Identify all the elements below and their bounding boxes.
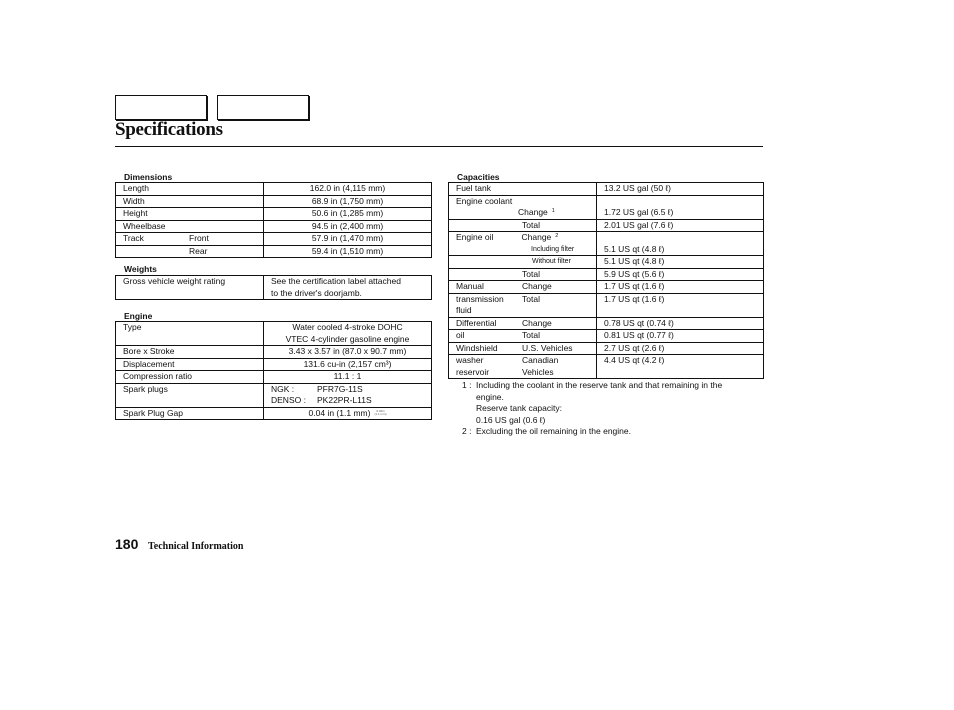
footnote-key: 1 :	[462, 380, 472, 390]
table-row	[116, 208, 432, 221]
footnote-line: Reserve tank capacity:	[476, 403, 562, 414]
table-row	[449, 219, 764, 232]
spec-value	[264, 276, 432, 300]
gvwr-line1: See the certification label attached	[271, 276, 401, 286]
diff-label-line1: Differential	[456, 317, 497, 328]
spec-value: 57.9 in (1,470 mm)	[264, 233, 432, 246]
table-row	[449, 195, 764, 219]
cap-label	[449, 317, 597, 330]
mt-change-label: Change	[522, 281, 552, 291]
engine-type-line2: VTEC 4-cylinder gasoline engine	[285, 333, 410, 344]
footnote-1	[462, 380, 722, 426]
oil-change-label	[522, 232, 559, 244]
spec-label: Width	[116, 195, 264, 208]
washer-ca-line1: Canadian	[522, 355, 559, 365]
cap-label	[449, 281, 597, 294]
cap-value: 13.2 US gal (50 ℓ)	[597, 183, 764, 196]
table-row	[116, 407, 432, 420]
track-label: Track	[123, 233, 144, 243]
spark-plug-brand: NGK :	[271, 383, 295, 394]
cap-value: 0.78 US qt (0.74 ℓ)	[597, 317, 764, 330]
cap-label: Total	[449, 268, 597, 281]
spec-value: 50.6 in (1,285 mm)	[264, 208, 432, 221]
spec-value: 11.1 : 1	[264, 371, 432, 384]
spec-label	[116, 245, 264, 258]
nav-button-previous[interactable]	[115, 95, 207, 120]
cap-value	[597, 232, 764, 256]
footnote-key: 2 :	[462, 426, 472, 437]
spec-label	[116, 233, 264, 246]
cap-value: 1.7 US qt (1.6 ℓ)	[597, 293, 764, 317]
footnote-text	[476, 380, 722, 426]
washer-label-line1: Windshield	[456, 342, 498, 353]
capacities-heading: Capacities	[457, 172, 500, 182]
gap-mark-line1: 0.04in	[376, 409, 385, 414]
oil-label: Engine oil	[456, 232, 494, 242]
table-row	[116, 371, 432, 384]
gap-mark	[374, 410, 386, 416]
spark-plug-model: PFR7G-11S	[317, 383, 363, 394]
footnote-line: Including the coolant in the reserve tank and that remaining in the	[476, 380, 723, 390]
spec-label: Wheelbase	[116, 220, 264, 233]
table-row	[449, 256, 764, 269]
cap-label: Total	[449, 219, 597, 232]
table-row	[116, 322, 432, 346]
track-rear-label: Rear	[189, 245, 208, 256]
washer-label-line3: reservoir	[456, 366, 490, 377]
table-row	[449, 342, 764, 355]
spark-plug-model: PK22PR-L11S	[317, 395, 372, 405]
table-row	[449, 293, 764, 317]
table-row	[449, 317, 764, 330]
section-name: Technical Information	[148, 541, 244, 552]
engine-type-line1: Water cooled 4-stroke DOHC	[292, 322, 403, 332]
washer-ca-line2: Vehicles	[522, 366, 554, 377]
cap-label	[449, 330, 597, 343]
spec-value: 68.9 in (1,750 mm)	[264, 195, 432, 208]
table-row	[116, 220, 432, 233]
weights-heading: Weights	[124, 264, 157, 274]
footnote-ref: 2	[555, 233, 559, 239]
spec-label: Length	[116, 183, 264, 196]
cap-label: Fuel tank	[449, 183, 597, 196]
spec-label: Displacement	[116, 358, 264, 371]
dimensions-heading: Dimensions	[124, 172, 173, 182]
engine-heading: Engine	[124, 311, 153, 321]
footnote-ref: 1	[551, 208, 555, 214]
spec-label: Spark Plug Gap	[116, 407, 264, 420]
table-row	[116, 276, 432, 300]
table-row	[449, 232, 764, 256]
table-row	[116, 233, 432, 246]
spec-label: Gross vehicle weight rating	[116, 276, 264, 300]
gap-mark-line2: (1.1 mm)	[374, 412, 387, 417]
spec-label: Type	[116, 322, 264, 346]
cap-label	[449, 232, 597, 256]
cap-value: 2.7 US qt (2.6 ℓ)	[597, 342, 764, 355]
weights-table	[115, 275, 432, 300]
cap-value: 1.7 US qt (1.6 ℓ)	[597, 281, 764, 294]
footnote-2	[462, 426, 722, 438]
washer-label-line2: washer	[456, 355, 484, 365]
cap-value: 5.1 US qt (4.8 ℓ)	[597, 256, 764, 269]
coolant-change-value: 1.72 US gal (6.5 ℓ)	[604, 207, 674, 217]
spec-value	[264, 383, 432, 407]
gap-value: 0.04 in (1.1 mm)	[308, 407, 371, 418]
table-row	[116, 195, 432, 208]
table-row	[116, 245, 432, 258]
table-row	[449, 330, 764, 343]
spec-label: Bore x Stroke	[116, 346, 264, 359]
cap-label	[449, 342, 597, 355]
oil-change-text: Change	[521, 232, 552, 242]
diff-total-label: Total	[522, 330, 540, 340]
cap-value: 4.4 US qt (4.2 ℓ)	[597, 355, 764, 379]
title-rule	[115, 146, 763, 147]
table-row	[449, 183, 764, 196]
spark-plug-ngk	[271, 384, 424, 396]
cap-value: 0.81 US qt (0.77 ℓ)	[597, 330, 764, 343]
table-row	[116, 346, 432, 359]
nav-button-next[interactable]	[217, 95, 309, 120]
dimensions-table	[115, 182, 432, 258]
cap-label	[449, 355, 597, 379]
mt-label-line3: fluid	[456, 305, 472, 315]
footnote-text: Excluding the oil remaining in the engine.	[476, 426, 631, 437]
diff-change-label: Change	[522, 317, 552, 328]
spec-label: Compression ratio	[116, 371, 264, 384]
coolant-change-label	[456, 207, 589, 219]
cap-value: 2.01 US gal (7.6 ℓ)	[597, 219, 764, 232]
cap-value: 5.9 US qt (5.6 ℓ)	[597, 268, 764, 281]
table-row	[449, 355, 764, 379]
table-row	[449, 281, 764, 294]
coolant-label: Engine coolant	[456, 195, 513, 206]
oil-with-filter-value: 5.1 US qt (4.8 ℓ)	[604, 243, 665, 254]
page-number: 180	[115, 536, 139, 552]
cap-label	[449, 293, 597, 317]
spec-value	[264, 322, 432, 346]
cap-label: Without filter	[449, 256, 597, 269]
capacities-table	[448, 182, 764, 379]
mt-label-line2: transmission	[456, 293, 504, 304]
washer-ca-label	[522, 355, 558, 378]
spark-plug-denso	[271, 395, 424, 407]
spec-value	[264, 407, 432, 420]
spec-label: Spark plugs	[116, 383, 264, 407]
engine-table	[115, 321, 432, 420]
spec-value: 3.43 x 3.57 in (87.0 x 90.7 mm)	[264, 346, 432, 359]
diff-label-line2: oil	[456, 330, 465, 340]
mt-total-label: Total	[522, 293, 540, 304]
oil-with-filter-label: Including filter	[531, 245, 575, 253]
table-row	[116, 358, 432, 371]
spec-label: Height	[116, 208, 264, 221]
mt-label-line1: Manual	[456, 281, 484, 291]
spec-value: 162.0 in (4,115 mm)	[264, 183, 432, 196]
gvwr-line2: to the driver's doorjamb.	[271, 287, 362, 298]
table-row	[116, 383, 432, 407]
footnotes	[462, 380, 722, 438]
table-row	[449, 268, 764, 281]
footnote-line: engine.	[476, 391, 504, 402]
spec-value: 131.6 cu-in (2,157 cm³)	[264, 358, 432, 371]
cap-label	[449, 195, 597, 219]
cap-value	[597, 195, 764, 219]
spec-value: 94.5 in (2,400 mm)	[264, 220, 432, 233]
spec-value: 59.4 in (1,510 mm)	[264, 245, 432, 258]
table-row	[116, 183, 432, 196]
page-title: Specifications	[115, 119, 223, 140]
spark-plug-brand: DENSO :	[271, 395, 306, 405]
washer-us-label: U.S. Vehicles	[522, 342, 573, 353]
footnote-line: 0.16 US gal (0.6 ℓ)	[476, 414, 546, 425]
track-front-label: Front	[189, 233, 209, 243]
coolant-change-text: Change	[518, 207, 548, 217]
